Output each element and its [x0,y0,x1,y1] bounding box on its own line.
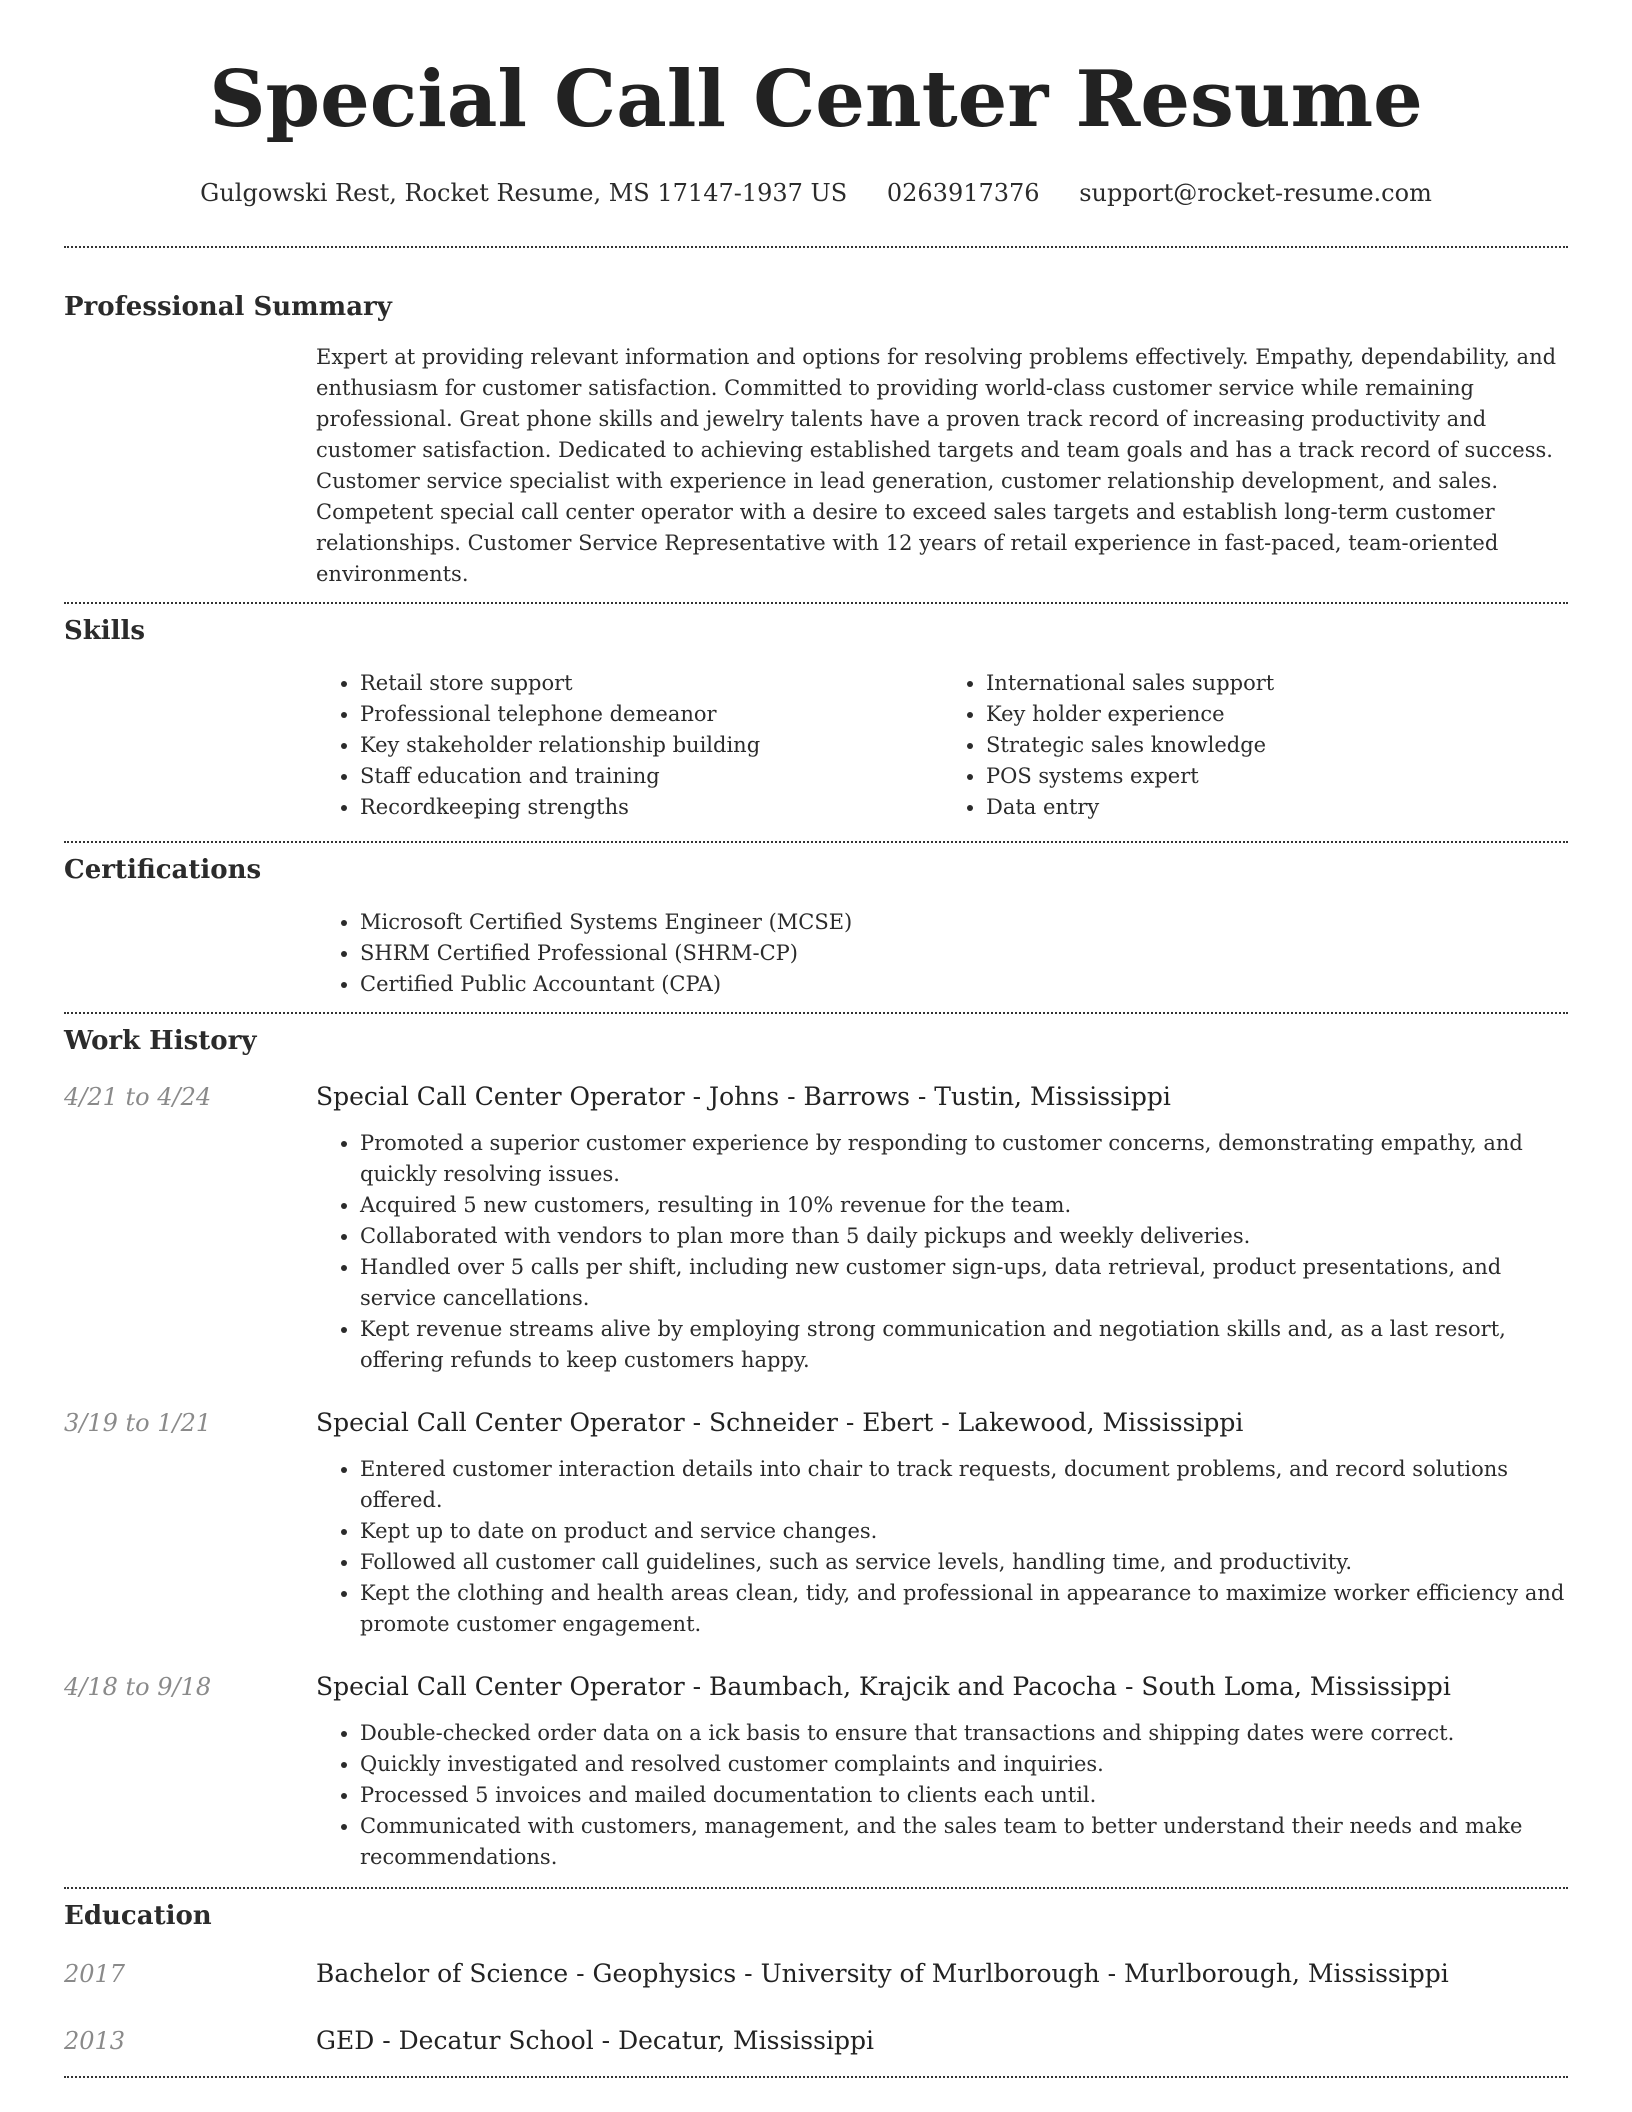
contact-email: support@rocket-resume.com [1079,179,1432,207]
job-heading [316,1406,1243,1440]
skills-list-left [316,668,942,823]
skill-item: • International sales support [986,668,1568,699]
job-bullet: • Handled over 5 calls per shift, including new customer sign-ups, data retrieval, product presentations, and service cancellations. [360,1252,1568,1314]
job-heading [316,1080,1171,1114]
job-entry [64,1670,1568,1873]
job-separator: - [1117,1672,1142,1701]
divider [64,2076,1568,2078]
job-bullet: • Kept up to date on product and service changes. [360,1516,1568,1547]
job-employer: Schneider - Ebert [709,1408,934,1437]
skill-item: • Recordkeeping strengths [360,792,942,823]
certifications-heading: Certifications [64,855,262,885]
job-bullets [316,1718,1568,1873]
resume-title: Special Call Center Resume [209,54,1423,145]
skills-section [64,604,1568,823]
education-date: 2013 [64,2027,126,2055]
job-separator: - [933,1408,958,1437]
job-title: Special Call Center Operator [316,1672,685,1701]
job-location: Lakewood, Mississippi [957,1408,1244,1437]
education-heading: Education [64,1901,212,1931]
job-location: Tustin, Mississippi [934,1082,1171,1111]
certifications-list [316,907,1568,1000]
education-section [64,1889,1568,2058]
job-entry [64,1406,1568,1640]
summary-section [64,248,1568,590]
certifications-section [64,843,1568,1000]
job-bullet: • Communicated with customers, management, and the sales team to better understand their needs and make recommendations. [360,1811,1568,1873]
job-employer: Johns - Barrows [709,1082,910,1111]
skill-item: • Data entry [986,792,1568,823]
education-detail: Bachelor of Science - Geophysics - University of Murlborough - Murlborough, Mississippi [316,1959,1449,1988]
job-bullet: • Promoted a superior customer experience by responding to customer concerns, demonstrating empathy, and quickly resolving issues. [360,1128,1568,1190]
job-separator: - [684,1408,710,1437]
skill-item: • POS systems expert [986,761,1568,792]
job-bullet: • Followed all customer call guidelines, such as service levels, handling time, and productivity. [360,1547,1568,1578]
job-location: South Loma, Mississippi [1141,1672,1451,1701]
job-bullet: • Double-checked order data on a ick basis to ensure that transactions and shipping dates were correct. [360,1718,1568,1749]
job-separator: - [909,1082,935,1111]
job-title: Special Call Center Operator [316,1408,685,1437]
job-bullet: • Kept the clothing and health areas clean, tidy, and professional in appearance to maximize worker efficiency and promote customer engagement. [360,1578,1568,1640]
work-history-section [64,1014,1568,1873]
contact-address: Gulgowski Rest, Rocket Resume, MS 17147-1937 US [200,179,848,207]
education-detail: GED - Decatur School - Decatur, Mississippi [316,2026,874,2055]
certification-item: • SHRM Certified Professional (SHRM-CP) [360,938,1568,969]
contact-phone: 0263917376 [886,179,1040,207]
contact-line [64,176,1568,210]
job-separator: - [684,1672,710,1701]
job-bullets [316,1454,1568,1640]
job-title: Special Call Center Operator [316,1082,685,1111]
certification-item: • Microsoft Certified Systems Engineer (MCSE) [360,907,1568,938]
education-date: 2017 [64,1960,126,1988]
skill-item: • Key stakeholder relationship building [360,730,942,761]
job-employer: Baumbach, Krajcik and Pacocha [709,1672,1118,1701]
skills-list-right [942,668,1568,823]
job-bullets [316,1128,1568,1376]
job-bullet: • Entered customer interaction details into chair to track requests, document problems, and record solutions offered. [360,1454,1568,1516]
skill-item: • Strategic sales knowledge [986,730,1568,761]
job-heading [316,1670,1451,1704]
skill-item: • Staff education and training [360,761,942,792]
education-entry [64,1957,1568,1991]
job-separator: - [684,1082,710,1111]
job-date: 4/21 to 4/24 [64,1083,212,1111]
job-bullet: • Processed 5 invoices and mailed documentation to clients each until. [360,1780,1568,1811]
skill-item: • Key holder experience [986,699,1568,730]
job-date: 4/18 to 9/18 [64,1673,212,1701]
summary-text: Expert at providing relevant information and options for resolving problems effectively. Empathy, dependability, and enthusiasm for customer satisfaction. Committed to providing world-class customer service while remaining professional. Great phone skills and jewelry talents have a proven track record of increasing productivity and customer satisfaction. Dedicated to achieving established targets and team goals and has a track record of success. Customer service specialist with experience in lead generation, customer relationship development, and sales. Competent special call center operator with a desire to exceed sales targets and establish long-term customer relationships. Customer Service Representative with 12 years of retail experience in fast-paced, team-oriented environments. [316,345,1557,586]
summary-heading: Professional Summary [64,292,392,322]
work-history-heading: Work History [64,1026,257,1056]
education-entry [64,2024,1568,2058]
job-bullet: • Quickly investigated and resolved customer complaints and inquiries. [360,1749,1568,1780]
job-bullet: • Collaborated with vendors to plan more than 5 daily pickups and weekly deliveries. [360,1221,1568,1252]
job-entry [64,1080,1568,1376]
certification-item: • Certified Public Accountant (CPA) [360,969,1568,1000]
job-bullet: • Acquired 5 new customers, resulting in 10% revenue for the team. [360,1190,1568,1221]
skills-heading: Skills [64,616,146,646]
skill-item: • Retail store support [360,668,942,699]
skill-item: • Professional telephone demeanor [360,699,942,730]
job-bullet: • Kept revenue streams alive by employing strong communication and negotiation skills and, as a last resort, offering refunds to keep customers happy. [360,1314,1568,1376]
job-date: 3/19 to 1/21 [64,1409,212,1437]
